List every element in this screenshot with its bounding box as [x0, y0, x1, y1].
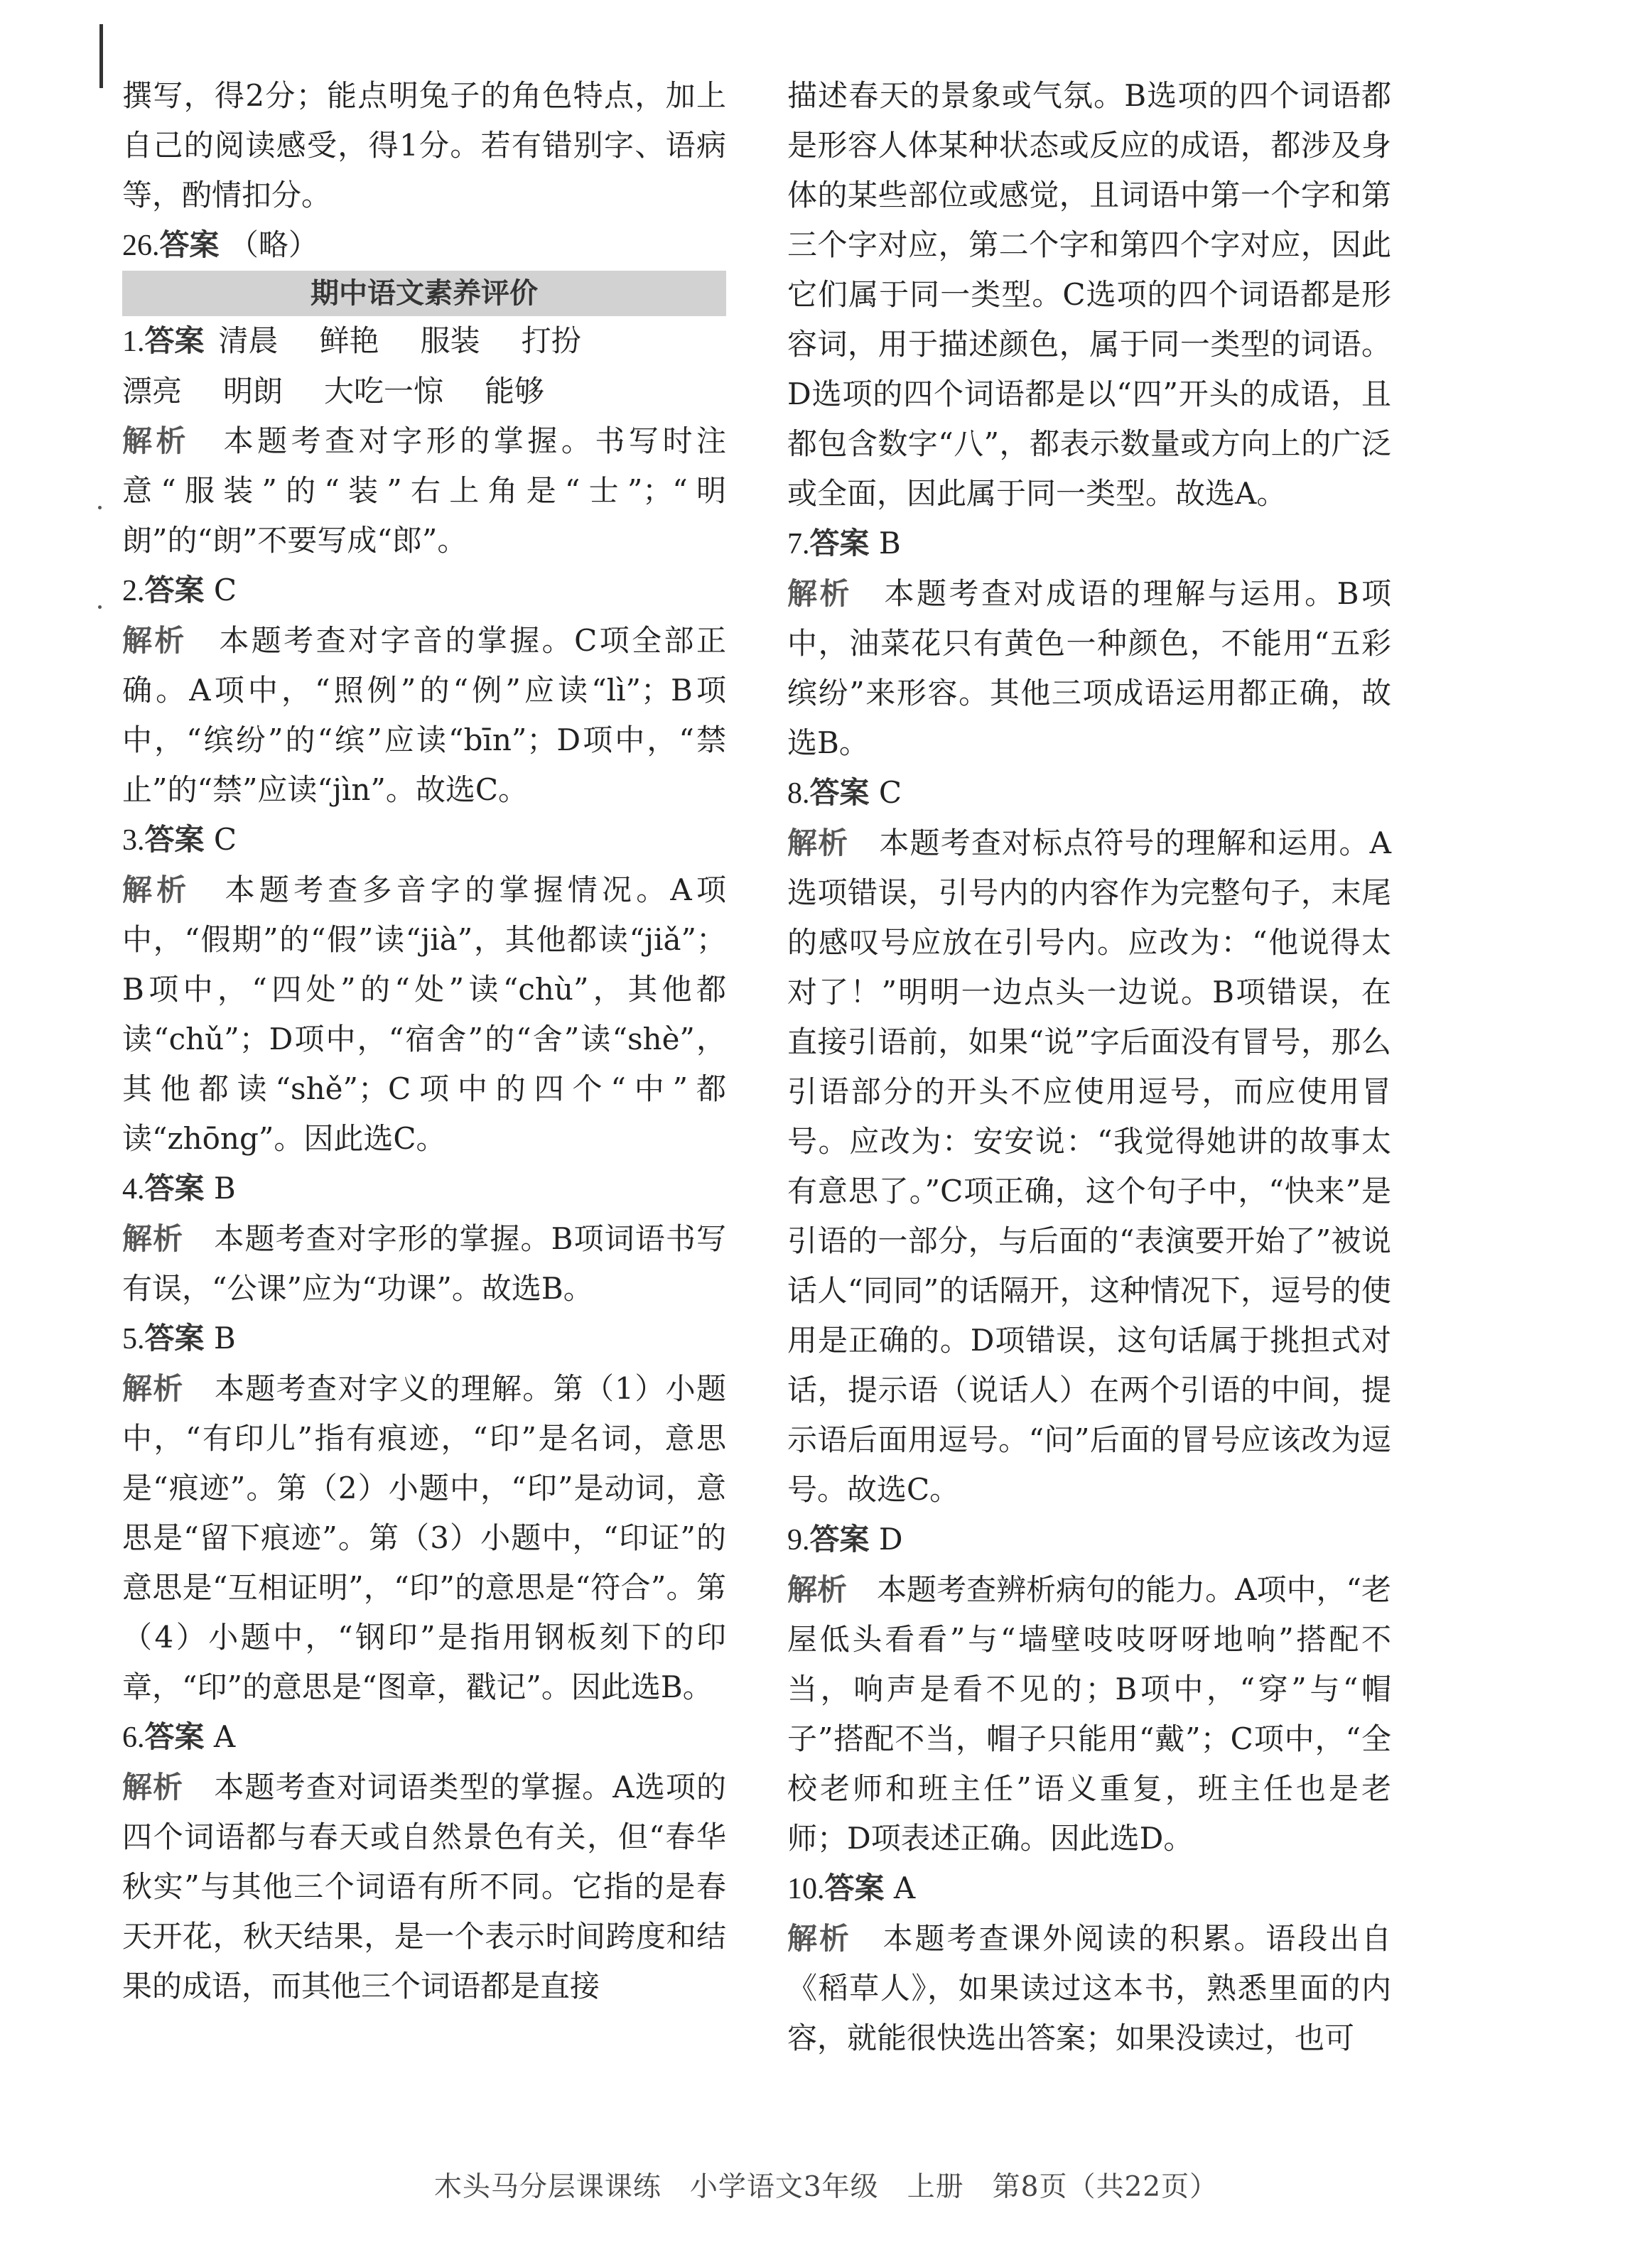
question-1-answer-cont: 漂亮 明朗 大吃一惊 能够 [122, 374, 545, 409]
page-footer: 木头马分层课课练 小学语文3年级 上册 第8页（共22页） [433, 2171, 1219, 2203]
section-title-bar: 期中语文素养评价 [122, 271, 726, 316]
question-9-analysis: 解析 本题考查辨析病句的能力。A项中，“老屋低头看看”与“墙壁吱吱呀呀地响”搭配不当，响声是看不见的；B项中，“穿”与“帽子”搭配不当，帽子只能用“戴”；C项中，“全校老师和班主任”语义重复，班主任也是老师；D项表述正确。因此选D。 [787, 1572, 1391, 1856]
analysis-label: 解析 [787, 1921, 851, 1956]
right-column [787, 71, 1391, 2063]
answer-label: 答案 [144, 822, 205, 857]
scan-speck [98, 506, 102, 509]
question-7-analysis: 解析 本题考查对成语的理解与运用。B项中，油菜花只有黄色一种颜色，不能用“五彩缤纷”来形容。其他三项成语运用都正确，故选B。 [787, 576, 1391, 760]
answer-label: 答案 [144, 1719, 205, 1754]
analysis-label: 解析 [787, 576, 853, 611]
analysis-label: 解析 [122, 1770, 184, 1805]
question-6-analysis: 解析 本题考查对词语类型的掌握。A选项的四个词语都与春天或自然景色有关，但“春华秋实”与其他三个词语有所不同。它指的是春天开花，秋天结果，是一个表示时间跨度和结果的成语，而其他三个词语都是直接 [122, 1770, 726, 2003]
question-6-analysis-cont: 描述春天的景象或气氛。B选项的四个词语都是形容人体某种状态或反应的成语，都涉及身体的某些部位或感觉，且词语中第一个字和第三个字对应，第二个字和第四个字对应，因此它们属于同一类型。C选项的四个词语都是形容词，用于描述颜色，属于同一类型的词语。D选项的四个词语都是以“四”开头的成语，且都包含数字“八”，都表示数量或方向上的广泛或全面，因此属于同一类型。故选A。 [787, 78, 1391, 511]
answer-label: 答案 [144, 323, 205, 358]
left-column [122, 71, 726, 2011]
question-2-analysis: 解析 本题考查对字音的掌握。C项全部正确。A项中，“照例”的“例”应读“lì”；B项中，“缤纷”的“缤”应读“bīn”；D项中，“禁止”的“禁”应读“jìn”。故选C。 [122, 623, 726, 807]
question-3: 3.答案 C [122, 822, 237, 857]
question-10: 10.答案 A [787, 1871, 916, 1905]
question-7: 7.答案 B [787, 526, 901, 561]
answer-label: 答案 [144, 573, 205, 607]
question-8-analysis: 解析 本题考查对标点符号的理解和运用。A选项错误，引号内的内容作为完整句子，末尾的感叹号应放在引号内。应改为：“他说得太对了！”明明一边点头一边说。B项错误，在直接引语前，如果“说”字后面没有冒号，那么引语部分的开头不应使用逗号，而应使用冒号。应改为：安安说：“我觉得她讲的故事太有意思了。”C项正确，这个句子中，“快来”是引语的一部分，与后面的“表演要开始了”被说话人“同同”的话隔开，这种情况下，逗号的使用是正确的。D项错误，这句话属于挑担式对话，提示语（说话人）在两个引语的中间，提示语后面用逗号。“问”后面的冒号应该改为逗号。故选C。 [787, 826, 1391, 1507]
answer-label: 答案 [144, 1321, 205, 1356]
question-3-analysis: 解析 本题考查多音字的掌握情况。A项中，“假期”的“假”读“jià”，其他都读“jiǎ”；B项中，“四处”的“处”读“chù”，其他都读“chǔ”；D项中，“宿舍”的“舍”读“shè”，其他都读“shě”；C项中的四个“中”都读“zhōng”。因此选C。 [122, 872, 726, 1156]
answer-label: 答案 [824, 1871, 885, 1905]
answer-label: 答案 [144, 1171, 205, 1206]
question-5-analysis: 解析 本题考查对字义的理解。第（1）小题中，“有印儿”指有痕迹，“印”是名词，意思是“痕迹”。第（2）小题中，“印”是动词，意思是“留下痕迹”。第（3）小题中，“印证”的意思是“互相证明”，“印”的意思是“符合”。第（4）小题中，“钢印”是指用钢板刻下的印章，“印”的意思是“图章，戳记”。因此选B。 [122, 1371, 726, 1704]
question-1-answer: 1.答案 清晨 鲜艳 服装 打扮 [122, 316, 726, 367]
question-4-analysis: 解析 本题考查对字形的掌握。B项词语书写有误，“公课”应为“功课”。故选B。 [122, 1221, 726, 1306]
analysis-label: 解析 [122, 1371, 184, 1406]
answer-label: 答案 [809, 526, 870, 561]
question-26: 26.答案 （略） [122, 227, 318, 262]
analysis-label: 解析 [122, 1221, 184, 1256]
analysis-label: 解析 [787, 1572, 848, 1607]
scan-speck [98, 605, 102, 609]
analysis-label: 解析 [122, 872, 191, 907]
question-5: 5.答案 B [122, 1321, 236, 1356]
question-6: 6.答案 A [122, 1719, 236, 1754]
answer-label: 答案 [809, 1522, 870, 1557]
answer-label: 答案 [809, 775, 870, 810]
scan-edge-mark [99, 24, 103, 88]
question-9: 9.答案 D [787, 1522, 903, 1557]
question-4: 4.答案 B [122, 1171, 236, 1206]
question-8: 8.答案 C [787, 775, 902, 810]
analysis-label: 解析 [787, 826, 849, 860]
analysis-label: 解析 [122, 623, 187, 658]
question-10-analysis: 解析 本题考查课外阅读的积累。语段出自《稻草人》，如果读过这本书，熟悉里面的内容，就能很快选出答案；如果没读过，也可 [787, 1921, 1391, 2055]
question-2: 2.答案 C [122, 573, 237, 607]
analysis-label: 解析 [122, 423, 190, 458]
continued-text: 撰写，得2分；能点明兔子的角色特点，加上自己的阅读感受，得1分。若有错别字、语病等，酌情扣分。 [122, 78, 726, 212]
question-1-analysis: 解析 本题考查对字形的掌握。书写时注意“服装”的“装”右上角是“士”；“明朗”的“朗”不要写成“郎”。 [122, 423, 726, 558]
answer-label: 答案 [159, 227, 220, 262]
